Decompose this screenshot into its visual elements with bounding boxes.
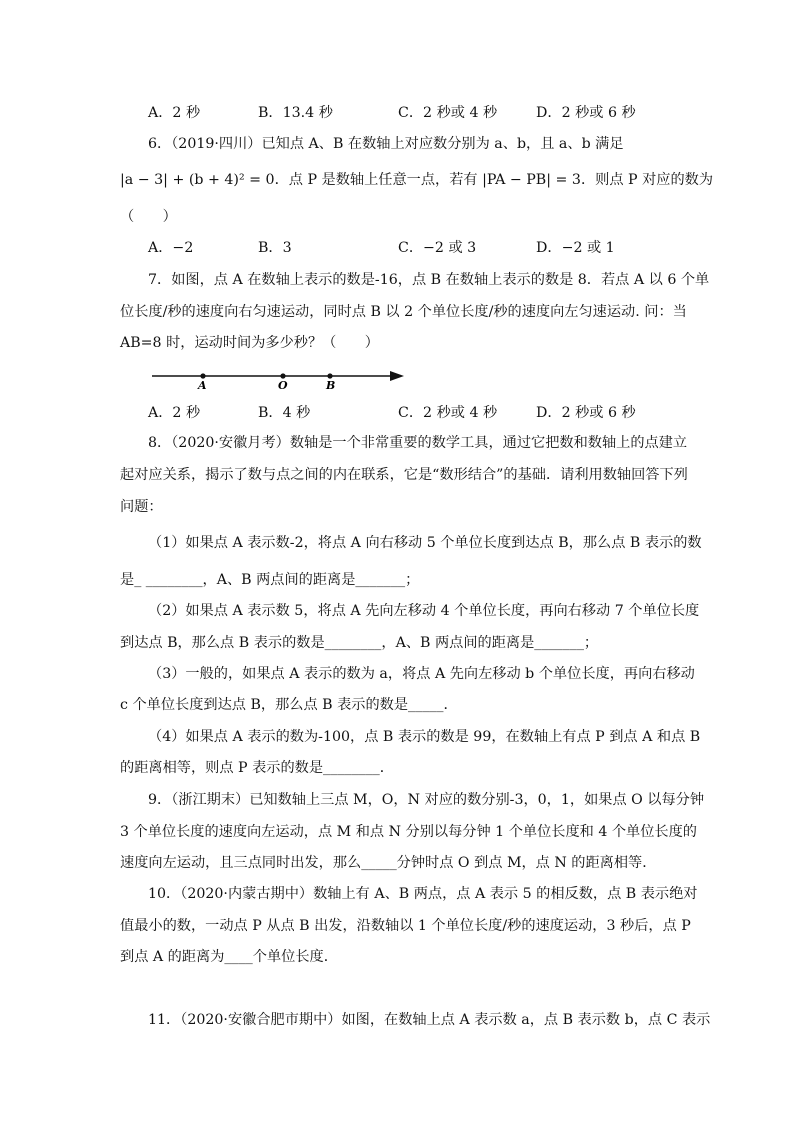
q7-stem-line3: AB=8 时，运动时间为多少秒？（ ） (120, 335, 379, 351)
q5-option-b[interactable]: B．13.4 秒 (258, 105, 333, 121)
point-b-label: B (326, 379, 336, 392)
q7-stem-line2: 位长度/秒的速度向右匀速运动，同时点 B 以 2 个单位长度/秒的速度向左匀速运动. 问：当 (120, 304, 687, 320)
q7-stem-line1: 7．如图，点 A 在数轴上表示的数是-16，点 B 在数轴上表示的数是 8．若点 A 以 6 个单 (148, 272, 710, 288)
q6-option-c[interactable]: C．−2 或 3 (398, 240, 477, 256)
q8-part3-line2[interactable]: c 个单位长度到达点 B，那么点 B 表示的数是_____． (120, 697, 458, 713)
q8-part3-line1: （3）一般的，如果点 A 表示的数为 a，将点 A 先向左移动 b 个单位长度，再向右移动 (148, 666, 695, 682)
q11-stem-line1: 11．（2020·安徽合肥市期中）如图，在数轴上点 A 表示数 a，点 B 表示数 b，点 C 表示 (148, 1012, 711, 1028)
q8-part1-line2[interactable]: 是_ ________，A、B 两点间的距离是_______； (120, 572, 420, 588)
q8-part1-line1: （1）如果点 A 表示数-2，将点 A 向右移动 5 个单位长度到达点 B，那么点 B 表示的数 (148, 535, 702, 551)
point-o-dot (280, 373, 285, 378)
number-line-arrow (390, 371, 404, 381)
q7-option-b[interactable]: B．4 秒 (258, 405, 311, 421)
q7-number-line-figure (150, 362, 410, 392)
q9-stem-line3[interactable]: 速度向左运动，且三点同时出发，那么_____分钟时点 O 到点 M，点 N 的距离相等． (120, 855, 657, 871)
point-o-label: O (278, 379, 288, 392)
q6-option-d[interactable]: D．−2 或 1 (536, 240, 615, 256)
q10-stem-line3[interactable]: 到点 A 的距离为____个单位长度． (120, 949, 338, 965)
q8-part2-line1: （2）如果点 A 表示数 5，将点 A 先向左移动 4 个单位长度，再向右移动 7 个单位长度 (148, 603, 700, 619)
point-b-dot (327, 373, 332, 378)
point-a-dot (200, 373, 205, 378)
q8-stem-line1: 8．（2020·安徽月考）数轴是一个非常重要的数学工具，通过它把数和数轴上的点建立 (148, 435, 688, 451)
q8-part2-line2[interactable]: 到达点 B，那么点 B 表示的数是________，A、B 两点间的距离是_______； (120, 635, 599, 651)
q6-stem-line2: |a − 3| + (b + 4)² = 0．点 P 是数轴上任意一点，若有 |PA − PB| = 3．则点 P 对应的数为 (120, 172, 714, 188)
q10-stem-line2: 值最小的数，一动点 P 从点 B 出发，沿数轴以 1 个单位长度/秒的速度运动，3 秒后，点 P (120, 918, 691, 934)
q9-stem-line2: 3 个单位长度的速度向左运动，点 M 和点 N 分别以每分钟 1 个单位长度和 4 个单位长度的 (120, 824, 697, 840)
q6-stem-line1: 6．（2019·四川）已知点 A、B 在数轴上对应数分别为 a、b，且 a、b 满足 (148, 136, 624, 152)
q5-option-c[interactable]: C．2 秒或 4 秒 (398, 105, 498, 121)
q8-stem-line2: 起对应关系，揭示了数与点之间的内在联系，它是“数形结合”的基础．请利用数轴回答下列 (120, 467, 688, 483)
q6-option-b[interactable]: B．3 (258, 240, 292, 256)
q6-answer-bracket: （ ） (120, 209, 177, 225)
q8-part4-line2[interactable]: 的距离相等，则点 P 表示的数是________． (120, 760, 394, 776)
q5-option-a[interactable]: A．2 秒 (148, 105, 201, 121)
q9-stem-line1: 9．（浙江期末）已知数轴上三点 M，O，N 对应的数分别-3，0，1，如果点 O 以每分钟 (148, 792, 705, 808)
q8-stem-line3: 问题： (120, 499, 163, 515)
q8-part4-line1: （4）如果点 A 表示的数为-100，点 B 表示的数是 99，在数轴上有点 P 到点 A 和点 B (148, 729, 701, 745)
point-a-label: A (198, 379, 207, 392)
q7-option-a[interactable]: A．2 秒 (148, 405, 201, 421)
q7-option-d[interactable]: D．2 秒或 6 秒 (536, 405, 636, 421)
q5-option-d[interactable]: D．2 秒或 6 秒 (536, 105, 636, 121)
q7-option-c[interactable]: C．2 秒或 4 秒 (398, 405, 498, 421)
q6-option-a[interactable]: A．−2 (148, 240, 194, 256)
q10-stem-line1: 10．（2020·内蒙古期中）数轴上有 A、B 两点，点 A 表示 5 的相反数，点 B 表示绝对 (148, 886, 698, 902)
